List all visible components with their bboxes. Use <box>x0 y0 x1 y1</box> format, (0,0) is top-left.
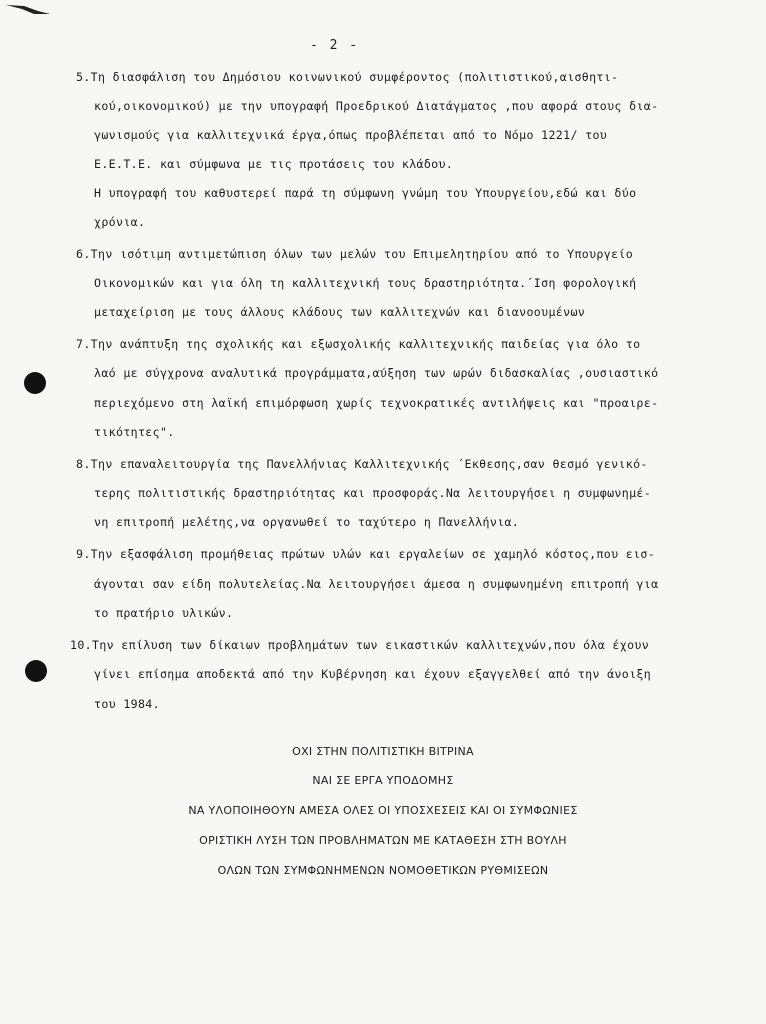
item-8-line-3: νη επιτροπή μελέτης,να οργανωθεί το ταχύτερο η Πανελλήνια. <box>94 515 520 529</box>
item-5-line-3: γωνισμούς για καλλιτεχνικά έργα,όπως προβλέπεται από το Νόμο 1221/ του <box>94 128 608 142</box>
page-number: - 2 - <box>310 38 360 53</box>
item-10-line-1: 10.Την επίλυση των δίκαιων προβλημάτων των εικαστικών καλλιτεχνών,που όλα έχουν <box>70 638 650 652</box>
slogan-5: ΟΛΩΝ ΤΩΝ ΣΥΜΦΩΝΗΜΕΝΩΝ ΝΟΜΟΘΕΤΙΚΩΝ ΡΥΘΜΙΣΕΩΝ <box>217 864 549 877</box>
item-6-line-2: Οικονομικών και για όλη τη καλλιτεχνική τους δραστηριότητα.΄Ιση φορολογική <box>94 276 637 290</box>
punch-hole-top <box>24 372 46 394</box>
item-7-line-1: 7.Την ανάπτυξη της σχολικής και εξωσχολικής καλλιτεχνικής παιδείας για όλο το <box>76 337 641 351</box>
slogan-1: ΟΧΙ ΣΤΗΝ ΠΟΛΙΤΙΣΤΙΚΗ ΒΙΤΡΙΝΑ <box>292 745 474 758</box>
item-10-line-2: γίνει επίσημα αποδεκτά από την Κυβέρνηση και έχουν εξαγγελθεί από την άνοιξη <box>94 667 652 681</box>
item-6-line-1: 6.Την ισότιμη αντιμετώπιση όλων των μελών του Επιμελητηρίου από το Υπουργείο <box>76 247 634 261</box>
punch-hole-bottom <box>25 660 47 682</box>
slogan-4: ΟΡΙΣΤΙΚΗ ΛΥΣΗ ΤΩΝ ΠΡΟΒΛΗΜΑΤΩΝ ΜΕ ΚΑΤΑΘΕΣΗ ΣΤΗ ΒΟΥΛΗ <box>199 834 567 847</box>
item-9-line-1: 9.Την εξασφάλιση προμήθειας πρώτων υλών και εργαλείων σε χαμηλό κόστος,που εισ- <box>76 547 656 561</box>
item-10-line-3: του 1984. <box>94 697 160 711</box>
item-9-line-2: άγονται σαν είδη πολυτελείας.Να λειτουργήσει άμεσα η συμφωνημένη επιτροπή για <box>94 577 659 591</box>
item-8-line-2: τερης πολιτιστικής δραστηριότητας και προσφοράς.Να λειτουργήσει η συμφωνημέ- <box>94 486 652 500</box>
corner-scan-mark <box>4 2 52 16</box>
item-9-line-3: το πρατήριο υλικών. <box>94 606 234 620</box>
item-5-line-4: Ε.Ε.Τ.Ε. και σύμφωνα με τις προτάσεις του κλάδου. <box>94 157 454 171</box>
slogan-3: ΝΑ ΥΛΟΠΟΙΗΘΟΥΝ ΑΜΕΣΑ ΟΛΕΣ ΟΙ ΥΠΟΣΧΕΣΕΙΣ ΚΑΙ ΟΙ ΣΥΜΦΩΝΙΕΣ <box>188 804 578 817</box>
item-7-line-2: λαό με σύγχρονα αναλυτικά προγράμματα,αύξηση των ωρών διδασκαλίας ,ουσιαστικό <box>94 366 659 380</box>
item-5-line-5: Η υπογραφή του καθυστερεί παρά τη σύμφωνη γνώμη του Υπουργείου,εδώ και δύο <box>94 186 637 200</box>
item-7-line-4: τικότητες". <box>94 425 175 439</box>
item-5-line-1: 5.Τη διασφάλιση του Δημόσιου κοινωνικού συμφέροντος (πολιτιστικού,αισθητι- <box>76 70 619 84</box>
slogan-2: ΝΑΙ ΣΕ ΕΡΓΑ ΥΠΟΔΟΜΗΣ <box>312 774 454 787</box>
item-7-line-3: περιεχόμενο στη λαϊκή επιμόρφωση χωρίς τεχνοκρατικές αντιλήψεις και "προαιρε- <box>94 396 659 410</box>
item-8-line-1: 8.Την επαναλειτουργία της Πανελλήνιας Καλλιτεχνικής ΄Εκθεσης,σαν θεσμό γενικό- <box>76 457 648 471</box>
item-5-line-2: κού,οικονομικού) με την υπογραφή Προεδρικού Διατάγματος ,που αφορά στους δια- <box>94 99 659 113</box>
item-5-line-6: χρόνια. <box>94 215 146 229</box>
item-6-line-3: μεταχείριση με τους άλλους κλάδους των καλλιτεχνών και διανοουμένων <box>94 305 586 319</box>
